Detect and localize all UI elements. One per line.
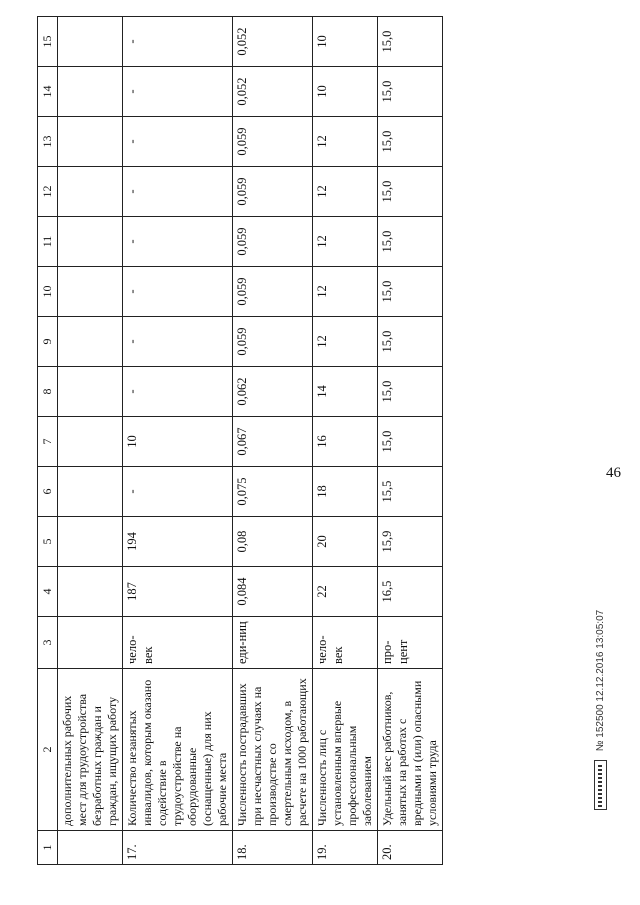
value-cell: 18 [313,467,378,517]
table-row [58,17,123,865]
value-cell [58,417,123,467]
indicator-name: Удельный вес работников, занятых на работах с вредными и (или) опасными условиями труда [378,669,443,831]
value-cell: 0,059 [233,317,313,367]
value-cell [58,167,123,217]
value-cell: 0,059 [233,167,313,217]
value-cell: - [123,367,233,417]
value-cell: 15,0 [378,167,443,217]
value-cell: 20 [313,517,378,567]
value-cell: 15,0 [378,367,443,417]
value-cell: 15,0 [378,17,443,67]
value-cell: 15,0 [378,117,443,167]
value-cell [58,267,123,317]
value-cell: 0,059 [233,217,313,267]
value-cell: 0,062 [233,367,313,417]
indicator-name: Численность лиц с установленным впервые профессиональным заболеванием [313,669,378,831]
value-cell [58,517,123,567]
value-cell: - [123,167,233,217]
value-cell: 22 [313,567,378,617]
col-header: 4 [38,567,58,617]
indicator-name: дополнительных рабочих мест для трудоустройства безработных граждан и граждан, ищущих работу [58,669,123,831]
value-cell: 15,9 [378,517,443,567]
col-header: 3 [38,617,58,669]
value-cell: 15,0 [378,267,443,317]
table-row [378,17,443,865]
unit: еди-ниц [233,617,313,669]
value-cell: 15,0 [378,217,443,267]
page-number: 46 [606,465,621,481]
value-cell: 15,0 [378,417,443,467]
value-cell: 0,08 [233,517,313,567]
value-cell: 12 [313,267,378,317]
value-cell: 12 [313,317,378,367]
value-cell: 0,059 [233,267,313,317]
value-cell: 15,5 [378,467,443,517]
value-cell: - [123,317,233,367]
timestamp: 12.12.2016 13:05:07 [595,609,607,702]
value-cell: 15,0 [378,67,443,117]
value-cell: 12 [313,167,378,217]
unit: чело-век [123,617,233,669]
table-row [313,17,378,865]
indicators-table [37,16,443,865]
row-number: 19. [313,831,378,865]
value-cell: 12 [313,117,378,167]
col-header: 8 [38,367,58,417]
col-header: 15 [38,17,58,67]
value-cell: 12 [313,217,378,267]
value-cell: 14 [313,367,378,417]
col-header: 7 [38,417,58,467]
indicator-name: Численность пострадавших при несчастных случаях на производстве со смертельным исходом, в расчете на 1000 работающих [233,669,313,831]
col-header: 14 [38,67,58,117]
value-cell [58,367,123,417]
value-cell [58,67,123,117]
row-number [58,831,123,865]
row-number: 20. [378,831,443,865]
unit [58,617,123,669]
table-row [123,17,233,865]
value-cell: 15,0 [378,317,443,367]
col-header: 10 [38,267,58,317]
header-row [38,17,58,865]
value-cell: - [123,467,233,517]
value-cell [58,117,123,167]
value-cell: 0,059 [233,117,313,167]
unit: про-цент [378,617,443,669]
value-cell: 0,075 [233,467,313,517]
value-cell: - [123,117,233,167]
col-header: 5 [38,517,58,567]
value-cell [58,17,123,67]
col-header: 6 [38,467,58,517]
col-header: 11 [38,217,58,267]
value-cell: 10 [313,67,378,117]
row-number: 17. [123,831,233,865]
value-cell: 0,067 [233,417,313,467]
value-cell: - [123,267,233,317]
table-row [233,17,313,865]
value-cell: 10 [313,17,378,67]
footer [594,610,607,810]
value-cell: 0,084 [233,567,313,617]
indicator-name: Количество незанятых инвалидов, которым оказано содействие в трудоустройстве на оборудованные (оснащенные) для них рабочие места [123,669,233,831]
value-cell [58,467,123,517]
col-header: 1 [38,831,58,865]
value-cell: 16,5 [378,567,443,617]
col-header: 12 [38,167,58,217]
value-cell: 194 [123,517,233,567]
col-header: 13 [38,117,58,167]
value-cell: - [123,67,233,117]
value-cell: 187 [123,567,233,617]
value-cell: - [123,217,233,267]
barcode-stamp [594,760,607,810]
value-cell: - [123,17,233,67]
value-cell: 10 [123,417,233,467]
unit: чело-век [313,617,378,669]
col-header: 9 [38,317,58,367]
value-cell [58,567,123,617]
value-cell [58,317,123,367]
col-header: 2 [38,669,58,831]
row-number: 18. [233,831,313,865]
value-cell: 0,052 [233,67,313,117]
value-cell: 0,052 [233,17,313,67]
value-cell: 16 [313,417,378,467]
doc-id: № 152500 [595,704,607,752]
value-cell [58,217,123,267]
